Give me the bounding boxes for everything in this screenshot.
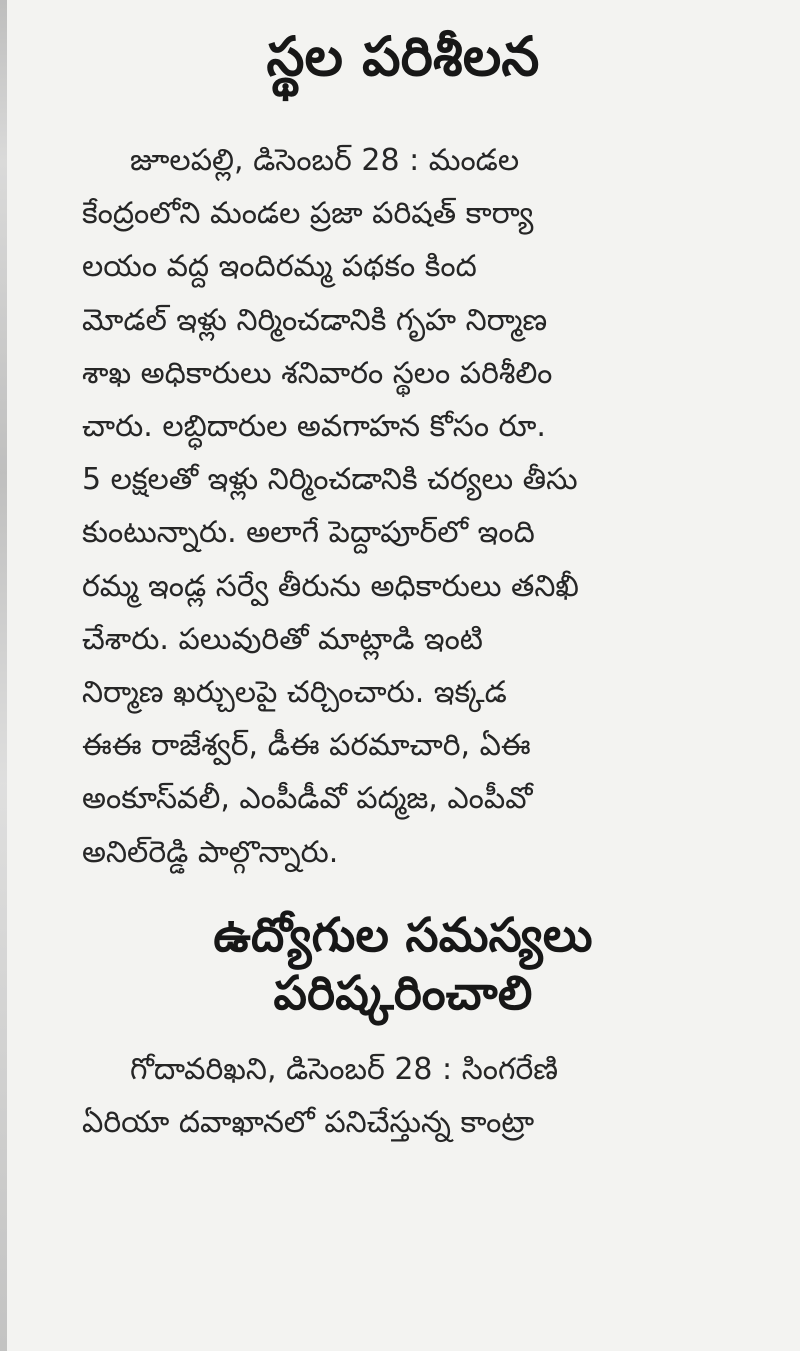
article-body <box>0 1043 800 1149</box>
article-line: జూలపల్లి, డిసెంబర్ 28 : మండల <box>130 143 520 178</box>
section-spacer <box>0 879 800 907</box>
article-line: నిర్మాణ ఖర్చులపై చర్చించారు. ఇక్కడ <box>82 675 507 711</box>
article-line: కుంటున్నారు. అలాగే పెద్దాపూర్‌లో ఇంది <box>82 515 535 551</box>
headline-line: ఉద్యోగుల సమస్యలు <box>213 907 593 963</box>
article-line: మోడల్ ఇళ్లు నిర్మించడానికి గృహ నిర్మాణ <box>82 302 548 338</box>
headline-line: పరిష్కరించాలి <box>273 965 533 1021</box>
article-line: చారు. లబ్ధిదారుల అవగాహన కోసం రూ. <box>82 409 546 445</box>
article-headline: స్థల పరిశీలన <box>266 25 540 88</box>
article-employee-issues <box>0 907 800 1149</box>
article-line: ఈఈ రాజేశ్వర్, డీఈ పరమాచారి, ఏఈ <box>82 728 531 764</box>
cut-off-text-line <box>82 1329 742 1351</box>
article-line: 5 లక్షలతో ఇళ్లు నిర్మించడానికి చర్యలు తీసు <box>82 462 578 498</box>
article-body <box>0 134 800 879</box>
article-line: అనిల్‌రెడ్డి పాల్గొన్నారు. <box>82 834 339 870</box>
article-line: రమ్మ ఇండ్ల సర్వే తీరును అధికారులు తనిఖీ <box>82 568 579 604</box>
article-line: లయం వద్ద ఇందిరమ్మ పథకం కింద <box>82 249 477 285</box>
article-headline <box>6 907 800 1023</box>
article-line: శాఖ అధికారులు శనివారం స్థలం పరిశీలిం <box>82 355 553 391</box>
article-line: ఏరియా దవాఖానలో పనిచేస్తున్న కాంట్రా <box>82 1105 535 1141</box>
article-line: చేశారు. పలువురితో మాట్లాడి ఇంటి <box>82 621 483 657</box>
article-site-inspection <box>0 18 800 879</box>
article-line: కేంద్రంలోని మండల ప్రజా పరిషత్ కార్యా <box>82 196 534 232</box>
article-line: గోదావరిఖని, డిసెంబర్ 28 : సింగరేణి <box>130 1051 559 1087</box>
article-line: అంకూస్‌వలీ, ఎంపీడీవో పద్మజ, ఎంపీవో <box>82 781 533 817</box>
